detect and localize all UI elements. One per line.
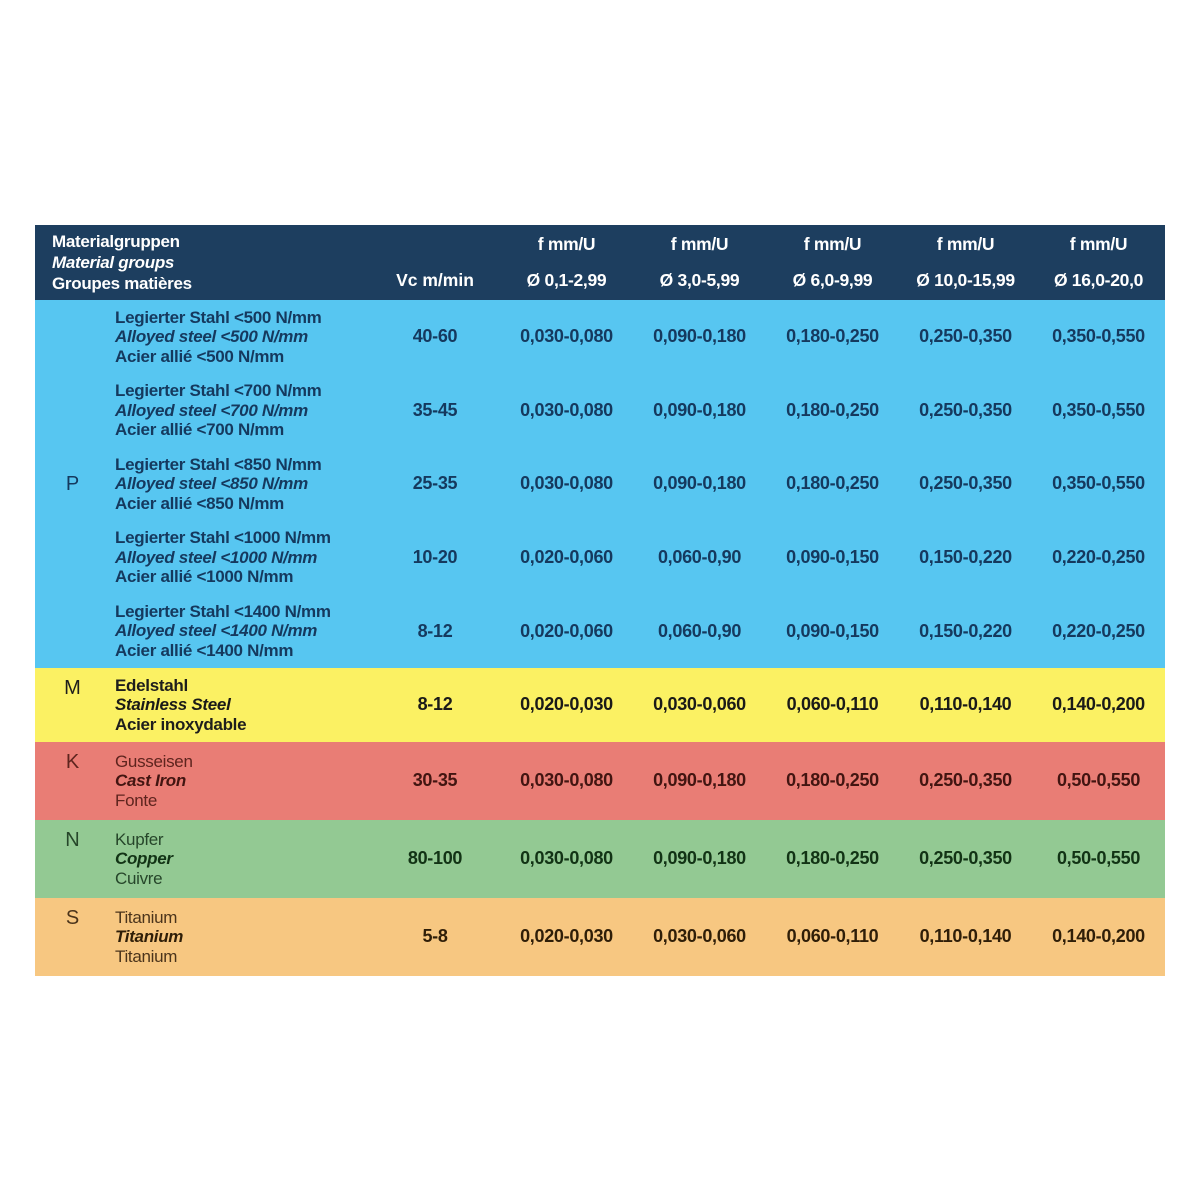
feed-value: 0,350-0,550 — [1052, 326, 1145, 347]
material-name-en: Cast Iron — [115, 771, 186, 791]
feed-value: 0,110-0,140 — [919, 694, 1012, 715]
material-name-fr: Acier allié <500 N/mm — [115, 346, 284, 366]
feed-value: 0,180-0,250 — [786, 326, 879, 347]
feed-unit-label: f mm/U — [1069, 234, 1128, 254]
feed-value: 0,090-0,180 — [653, 473, 746, 494]
material-label — [110, 668, 370, 742]
group-letter: K — [65, 750, 80, 773]
material-name-fr: Acier allié <1400 N/mm — [115, 640, 294, 660]
material-label — [110, 300, 370, 374]
material-name-en: Alloyed steel <500 N/mm — [115, 327, 308, 347]
vc-value: 40-60 — [412, 326, 458, 347]
vc-value: 25-35 — [412, 473, 458, 494]
feed-value: 0,090-0,180 — [653, 848, 746, 869]
feed-value: 0,140-0,200 — [1052, 694, 1145, 715]
feed-value: 0,090-0,180 — [653, 770, 746, 791]
feed-value: 0,020-0,060 — [520, 620, 613, 641]
material-name-fr: Acier allié <850 N/mm — [115, 493, 284, 513]
table-row — [110, 521, 1165, 595]
group-rows — [110, 300, 1165, 668]
feed-value: 0,180-0,250 — [786, 848, 879, 869]
feed-value: 0,250-0,350 — [919, 770, 1012, 791]
cutting-data-table — [35, 225, 1165, 976]
group-letter: N — [65, 828, 80, 851]
feed-value: 0,50-0,550 — [1056, 770, 1141, 791]
feed-value: 0,220-0,250 — [1052, 620, 1145, 641]
diameter-range-label: Ø 0,1-2,99 — [526, 270, 607, 290]
vc-value: 35-45 — [412, 399, 458, 420]
feed-value: 0,090-0,150 — [786, 547, 879, 568]
table-row — [110, 300, 1165, 374]
material-name-fr: Cuivre — [115, 868, 163, 888]
material-name-de: Legierter Stahl <500 N/mm — [115, 307, 322, 327]
material-name-en: Titanium — [115, 927, 184, 947]
material-label — [110, 594, 370, 668]
header-title-de: Materialgruppen — [52, 232, 180, 251]
table-row — [110, 447, 1165, 521]
table-row — [110, 374, 1165, 448]
material-name-de: Gusseisen — [115, 751, 193, 771]
feed-value: 0,030-0,060 — [653, 694, 746, 715]
material-label — [110, 447, 370, 521]
feed-unit-label: f mm/U — [537, 234, 596, 254]
material-group-k — [35, 742, 1165, 820]
material-label — [110, 742, 370, 820]
material-name-en: Stainless Steel — [115, 695, 231, 715]
feed-unit-label: f mm/U — [936, 234, 995, 254]
feed-value: 0,060-0,90 — [657, 620, 742, 641]
material-label — [110, 521, 370, 595]
material-name-de: Legierter Stahl <700 N/mm — [115, 381, 322, 401]
feed-value: 0,50-0,550 — [1056, 848, 1141, 869]
feed-value: 0,350-0,550 — [1052, 399, 1145, 420]
feed-value: 0,090-0,180 — [653, 326, 746, 347]
vc-value: 30-35 — [412, 770, 458, 791]
feed-value: 0,020-0,030 — [520, 926, 613, 947]
feed-value: 0,110-0,140 — [919, 926, 1012, 947]
group-letter: M — [64, 676, 81, 699]
feed-value: 0,180-0,250 — [786, 473, 879, 494]
feed-value: 0,060-0,90 — [657, 547, 742, 568]
material-name-fr: Acier allié <700 N/mm — [115, 420, 284, 440]
feed-value: 0,250-0,350 — [919, 399, 1012, 420]
group-rows — [110, 742, 1165, 820]
feed-value: 0,150-0,220 — [919, 547, 1012, 568]
material-label — [110, 898, 370, 976]
material-group-p — [35, 300, 1165, 668]
vc-value: 10-20 — [412, 547, 458, 568]
material-name-en: Alloyed steel <850 N/mm — [115, 474, 308, 494]
vc-value: 8-12 — [417, 694, 453, 715]
feed-value: 0,030-0,080 — [520, 326, 613, 347]
feed-column-header — [633, 225, 766, 300]
group-rows — [110, 898, 1165, 976]
material-label — [110, 374, 370, 448]
group-letter: P — [65, 472, 80, 495]
feed-value: 0,060-0,110 — [786, 694, 879, 715]
table-row — [110, 742, 1165, 820]
feed-value: 0,020-0,030 — [520, 694, 613, 715]
feed-value: 0,250-0,350 — [919, 473, 1012, 494]
material-name-de: Legierter Stahl <1400 N/mm — [115, 601, 331, 621]
feed-value: 0,140-0,200 — [1052, 926, 1145, 947]
header-title-fr: Groupes matières — [52, 274, 192, 293]
feed-value: 0,030-0,080 — [520, 473, 613, 494]
vc-value: 5-8 — [422, 926, 448, 947]
group-rows — [110, 820, 1165, 898]
table-row — [110, 898, 1165, 976]
vc-value: 80-100 — [407, 848, 463, 869]
material-name-de: Edelstahl — [115, 675, 188, 695]
vc-column-header: Vc m/min — [396, 270, 474, 290]
feed-value: 0,180-0,250 — [786, 770, 879, 791]
feed-value: 0,180-0,250 — [786, 399, 879, 420]
diameter-range-label: Ø 16,0-20,0 — [1053, 270, 1144, 290]
material-group-n — [35, 820, 1165, 898]
feed-column-header — [500, 225, 633, 300]
header-title-en: Material groups — [52, 253, 175, 272]
feed-value: 0,220-0,250 — [1052, 547, 1145, 568]
material-group-s — [35, 898, 1165, 976]
material-name-de: Legierter Stahl <850 N/mm — [115, 454, 322, 474]
feed-value: 0,150-0,220 — [919, 620, 1012, 641]
group-letter: S — [65, 906, 80, 929]
diameter-range-label: Ø 6,0-9,99 — [792, 270, 873, 290]
table-row — [110, 594, 1165, 668]
feed-column-header — [899, 225, 1032, 300]
feed-value: 0,030-0,060 — [653, 926, 746, 947]
material-name-fr: Titanium — [115, 946, 178, 966]
diameter-range-label: Ø 10,0-15,99 — [916, 270, 1015, 290]
material-name-fr: Acier allié <1000 N/mm — [115, 567, 294, 587]
material-name-de: Titanium — [115, 907, 178, 927]
feed-value: 0,350-0,550 — [1052, 473, 1145, 494]
feed-unit-label: f mm/U — [803, 234, 862, 254]
material-name-en: Alloyed steel <1400 N/mm — [115, 621, 318, 641]
material-name-de: Legierter Stahl <1000 N/mm — [115, 528, 331, 548]
feed-value: 0,030-0,080 — [520, 399, 613, 420]
diameter-range-label: Ø 3,0-5,99 — [659, 270, 740, 290]
material-label — [110, 820, 370, 898]
feed-value: 0,250-0,350 — [919, 326, 1012, 347]
material-name-de: Kupfer — [115, 829, 164, 849]
feed-value: 0,090-0,180 — [653, 399, 746, 420]
feed-value: 0,060-0,110 — [786, 926, 879, 947]
group-rows — [110, 668, 1165, 742]
table-row — [110, 668, 1165, 742]
feed-value: 0,020-0,060 — [520, 547, 613, 568]
material-groups-header — [35, 225, 370, 300]
material-name-en: Alloyed steel <1000 N/mm — [115, 547, 318, 567]
material-name-fr: Acier inoxydable — [115, 714, 247, 734]
material-name-en: Alloyed steel <700 N/mm — [115, 400, 308, 420]
feed-column-header — [766, 225, 899, 300]
vc-value: 8-12 — [417, 620, 453, 641]
feed-column-header — [1032, 225, 1165, 300]
feed-value: 0,030-0,080 — [520, 848, 613, 869]
table-row — [110, 820, 1165, 898]
material-group-m — [35, 668, 1165, 742]
table-header — [35, 225, 1165, 300]
material-name-fr: Fonte — [115, 790, 157, 810]
material-name-en: Copper — [115, 849, 173, 869]
feed-unit-label: f mm/U — [670, 234, 729, 254]
feed-value: 0,030-0,080 — [520, 770, 613, 791]
feed-value: 0,090-0,150 — [786, 620, 879, 641]
feed-value: 0,250-0,350 — [919, 848, 1012, 869]
